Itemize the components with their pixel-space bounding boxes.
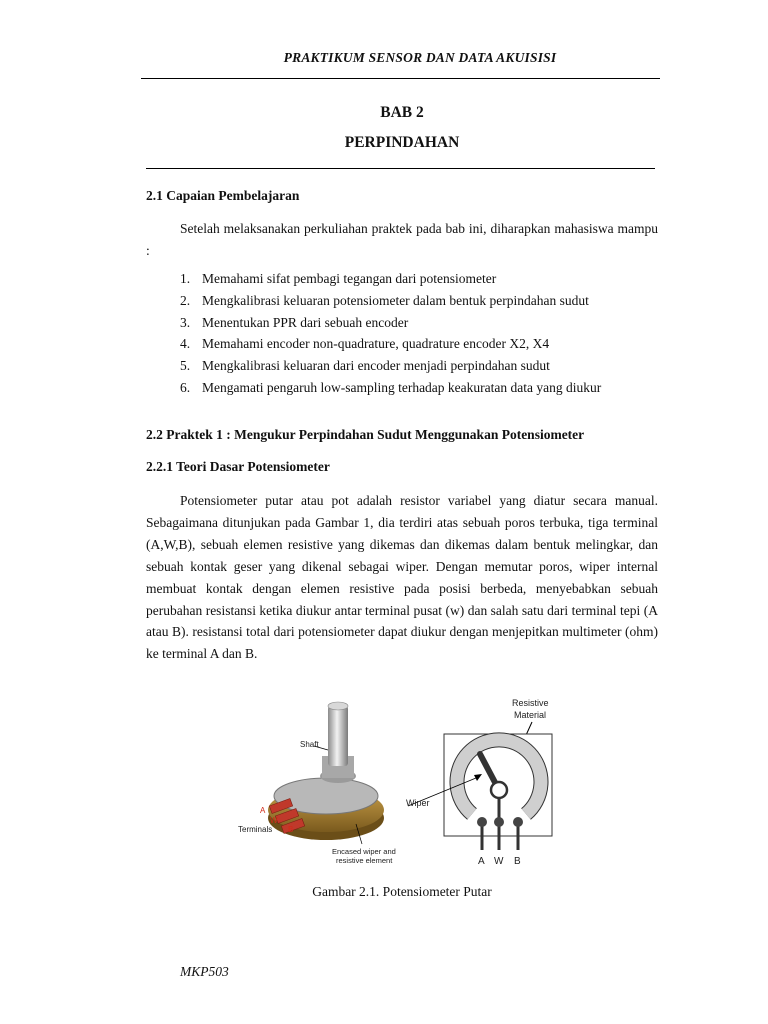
list-item-number: 4.	[180, 336, 191, 352]
header-rule	[141, 78, 660, 79]
figure-caption: Gambar 2.1. Potensiometer Putar	[312, 884, 492, 899]
list-item	[180, 377, 670, 399]
pin-b-label: B	[514, 856, 521, 867]
pin-a-label: A	[478, 856, 485, 867]
pot-shaft	[328, 706, 348, 766]
list-item	[180, 268, 670, 290]
theory-paragraph: Potensiometer putar atau pot adalah resistor variabel yang diatur secara manual. Sebagaimana ditunjukan pada Gambar 1, dia terdiri atas sebuah poros terbuka, tiga terminal (A,W,B), sebuah elemen resistive yang dikemas dan dikemas dalam bentuk melingkar, dan sebuah kontak geser yang dikenal sebagai wiper. Dengan memutar poros, wiper internal membuat kontak dengan elemen resistive pada posisi berbeda, menyebabkan sebuah perubahan resistansi ketika diukur antar terminal pusat (w) dan salah satu dari terminal tepi (A atau B). resistansi total dari potensiometer dapat diukur dengan menjepitkan multimeter (ohm) ke terminal A dan B.	[146, 493, 658, 662]
list-item-text: Mengkalibrasi keluaran potensiometer dalam bentuk perpindahan sudut	[202, 292, 589, 308]
section-2-1-intro: Setelah melaksanakan perkuliahan praktek pada bab ini, diharapkan mahasiswa mampu :	[146, 221, 658, 258]
pin-w-label: W	[494, 856, 504, 867]
list-item-text: Memahami sifat pembagi tegangan dari potensiometer	[202, 271, 497, 286]
terminal-w-label: W	[270, 816, 278, 825]
list-item-text: Menentukan PPR dari sebuah encoder	[202, 314, 409, 330]
footer-code: MKP503	[180, 964, 229, 979]
list-item	[180, 333, 670, 355]
wiper-label: Wiper	[406, 798, 430, 808]
terminal-a-label: A	[260, 806, 266, 815]
wiper-pivot	[491, 782, 507, 798]
list-item-text: Memahami encoder non-quadrature, quadrature encoder X2, X4	[202, 336, 550, 352]
list-item	[180, 290, 670, 312]
section-heading-2-1: 2.1 Capaian Pembelajaran	[146, 188, 300, 203]
shaft-label: Shaft	[300, 740, 319, 749]
list-item-number: 3.	[180, 314, 191, 330]
encased-label-line1: Encased wiper and	[332, 847, 396, 856]
encased-label-line2: resistive element	[336, 856, 393, 865]
list-item-number: 5.	[180, 358, 191, 374]
pot-metal-cover	[274, 778, 378, 814]
list-item-number: 6.	[180, 379, 191, 395]
list-item-number: 1.	[180, 271, 191, 286]
potentiometer-photo	[236, 692, 412, 870]
chapter-title: PERPINDAHAN	[344, 134, 460, 151]
pot-shaft-top	[328, 702, 348, 710]
learning-objectives-list	[180, 268, 670, 399]
resistive-label-line2: Material	[514, 710, 547, 720]
list-item	[180, 312, 670, 334]
potentiometer-diagram	[404, 692, 576, 870]
list-item-number: 2.	[180, 292, 191, 308]
list-item-text: Mengamati pengaruh low-sampling terhadap keakuratan data yang diukur	[202, 379, 602, 395]
section-heading-2-2: 2.2 Praktek 1 : Mengukur Perpindahan Sudut Menggunakan Potensiometer	[146, 427, 585, 442]
subsection-heading-2-2-1: 2.2.1 Teori Dasar Potensiometer	[146, 459, 330, 474]
resistive-label-line1: Resistive	[512, 698, 549, 708]
list-item-text: Mengkalibrasi keluaran dari encoder menjadi perpindahan sudut	[202, 358, 550, 374]
terminal-b-label: B	[288, 825, 294, 834]
list-item	[180, 355, 670, 377]
running-header: PRAKTIKUM SENSOR DAN DATA AKUISISI	[283, 50, 557, 65]
terminals-label: Terminals	[238, 825, 273, 834]
chapter-number: BAB 2	[380, 104, 424, 121]
chapter-rule	[146, 168, 655, 169]
